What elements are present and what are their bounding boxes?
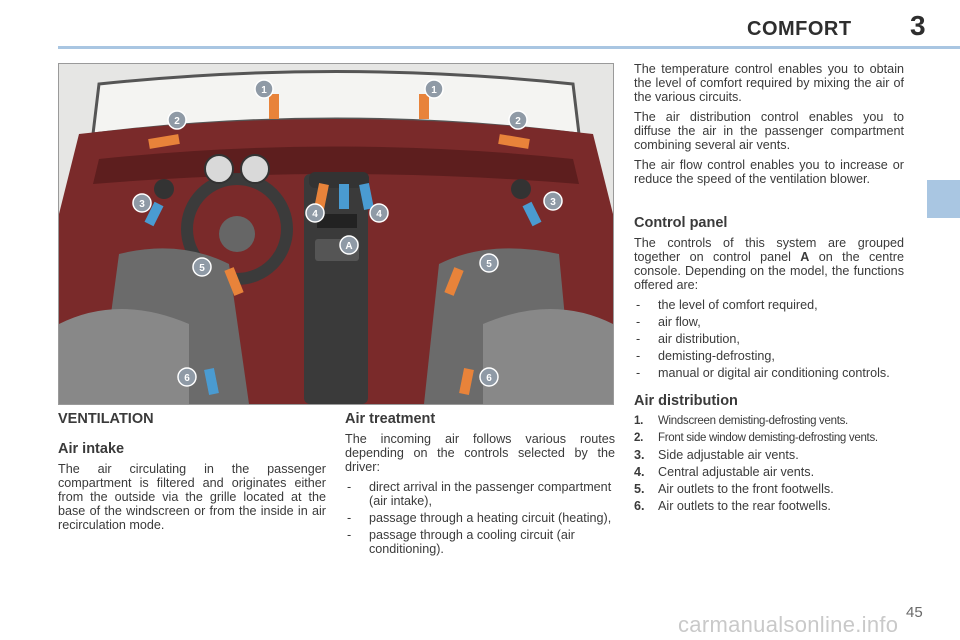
item-number: 1. xyxy=(634,415,643,427)
subtitle-air-distribution: Air distribution xyxy=(634,393,738,409)
badge-5-right xyxy=(480,254,498,272)
cabin-diagram xyxy=(59,64,613,404)
badge-a xyxy=(340,236,358,254)
subtitle-control-panel: Control panel xyxy=(634,215,728,231)
chapter-number: 3 xyxy=(910,10,926,41)
control-panel-body-start: The controls of this system are grouped together on control panel xyxy=(634,236,904,264)
item-text: Windscreen demisting-defrosting vents. xyxy=(658,415,848,427)
air-treatment-list xyxy=(345,480,615,556)
badge-2-left xyxy=(168,111,186,129)
subtitle-air-intake: Air intake xyxy=(58,441,125,457)
svg-text:6: 6 xyxy=(486,373,492,384)
list-item xyxy=(634,414,904,428)
watermark: carmanualsonline.info xyxy=(678,612,899,637)
list-item xyxy=(634,482,904,496)
steering-hub xyxy=(219,216,255,252)
air-intake-body: The air circulating in the passenger compartment is filtered and originates either from the outside via the grille located at the base of the windscreen or from the inside in air recirculation mode. xyxy=(58,462,326,532)
arrow-side-left xyxy=(149,139,179,144)
item-text: Air outlets to the front footwells. xyxy=(658,482,834,496)
gauge-left xyxy=(205,155,233,183)
badge-2-right xyxy=(509,111,527,129)
control-panel-body-end: on the centre console. Depending on the model, the functions offered are: xyxy=(634,250,904,292)
badge-5-left xyxy=(193,258,211,276)
subtitle-air-treatment: Air treatment xyxy=(345,411,436,427)
badge-1-right xyxy=(425,80,443,98)
item-number: 3. xyxy=(634,448,645,462)
list-item: - manual or digital air conditioning controls. xyxy=(634,366,904,380)
badge-4-left xyxy=(306,204,324,222)
arrow-centre-3 xyxy=(364,184,369,209)
list-item: - passage through a cooling circuit (air conditioning). xyxy=(345,528,615,556)
air-treatment-intro: The incoming air follows various routes depending on the controls selected by the driver: xyxy=(345,432,615,474)
badge-6-right xyxy=(480,368,498,386)
control-panel-body xyxy=(634,236,904,292)
item-text: Central adjustable air vents. xyxy=(658,465,815,479)
svg-text:4: 4 xyxy=(376,209,382,220)
control-panel-ref: A xyxy=(800,250,810,264)
badge-3-right xyxy=(544,192,562,210)
badge-1-left xyxy=(255,80,273,98)
air-flow-control-para: The air flow control enables you to increase or reduce the speed of the ventilation blower. xyxy=(634,158,904,186)
item-number: 4. xyxy=(634,465,645,479)
ventilation-illustration xyxy=(58,63,614,405)
svg-text:A: A xyxy=(345,241,353,252)
item-text: Air outlets to the rear footwells. xyxy=(658,499,831,513)
column-controls xyxy=(634,62,904,516)
list-item xyxy=(634,465,904,479)
badge-3-left xyxy=(133,194,151,212)
item-number: 2. xyxy=(634,432,643,444)
gauge-right xyxy=(241,155,269,183)
list-item xyxy=(634,448,904,462)
page-number: 45 xyxy=(906,604,923,621)
air-distribution-control-para: The air distribution control enables you to diffuse the air in the passenger compartment combining several air vents. xyxy=(634,110,904,152)
list-item: - passage through a heating circuit (heating), xyxy=(345,511,615,525)
section-title-ventilation: VENTILATION xyxy=(58,411,154,427)
svg-text:2: 2 xyxy=(174,116,180,127)
svg-text:1: 1 xyxy=(431,85,437,96)
temperature-control-para: The temperature control enables you to obtain the level of comfort required by mixing the air of the various circuits. xyxy=(634,62,904,104)
item-number: 5. xyxy=(634,482,645,496)
svg-text:3: 3 xyxy=(139,199,145,210)
list-item: - direct arrival in the passenger compartment (air intake), xyxy=(345,480,615,508)
list-item: - air flow, xyxy=(634,315,904,329)
chapter-title: COMFORT xyxy=(747,18,852,40)
arrow-rear-right xyxy=(464,369,469,394)
item-text: Side adjustable air vents. xyxy=(658,448,799,462)
list-item xyxy=(634,499,904,513)
svg-text:1: 1 xyxy=(261,85,267,96)
functions-list xyxy=(634,298,904,380)
vent-left xyxy=(154,179,174,199)
chapter-side-tab xyxy=(927,180,960,218)
badge-4-right xyxy=(370,204,388,222)
svg-text:3: 3 xyxy=(550,197,556,208)
column-ventilation xyxy=(58,412,326,538)
rear-seat-right xyxy=(483,309,613,404)
distribution-list xyxy=(634,414,904,513)
badge-6-left xyxy=(178,368,196,386)
vent-right xyxy=(511,179,531,199)
rear-seat-left xyxy=(59,309,189,404)
column-air-treatment xyxy=(345,412,615,559)
svg-text:6: 6 xyxy=(184,373,190,384)
header-rule xyxy=(58,46,960,49)
list-item: - demisting-defrosting, xyxy=(634,349,904,363)
svg-text:5: 5 xyxy=(486,259,492,270)
item-number: 6. xyxy=(634,499,645,513)
arrow-side-right xyxy=(499,139,529,144)
list-item: - the level of comfort required, xyxy=(634,298,904,312)
svg-text:4: 4 xyxy=(312,209,318,220)
arrow-rear-left xyxy=(209,369,214,394)
svg-text:5: 5 xyxy=(199,263,205,274)
list-item: - air distribution, xyxy=(634,332,904,346)
svg-text:2: 2 xyxy=(515,116,521,127)
item-text: Front side window demisting-defrosting vents. xyxy=(658,432,878,444)
list-item xyxy=(634,431,904,445)
